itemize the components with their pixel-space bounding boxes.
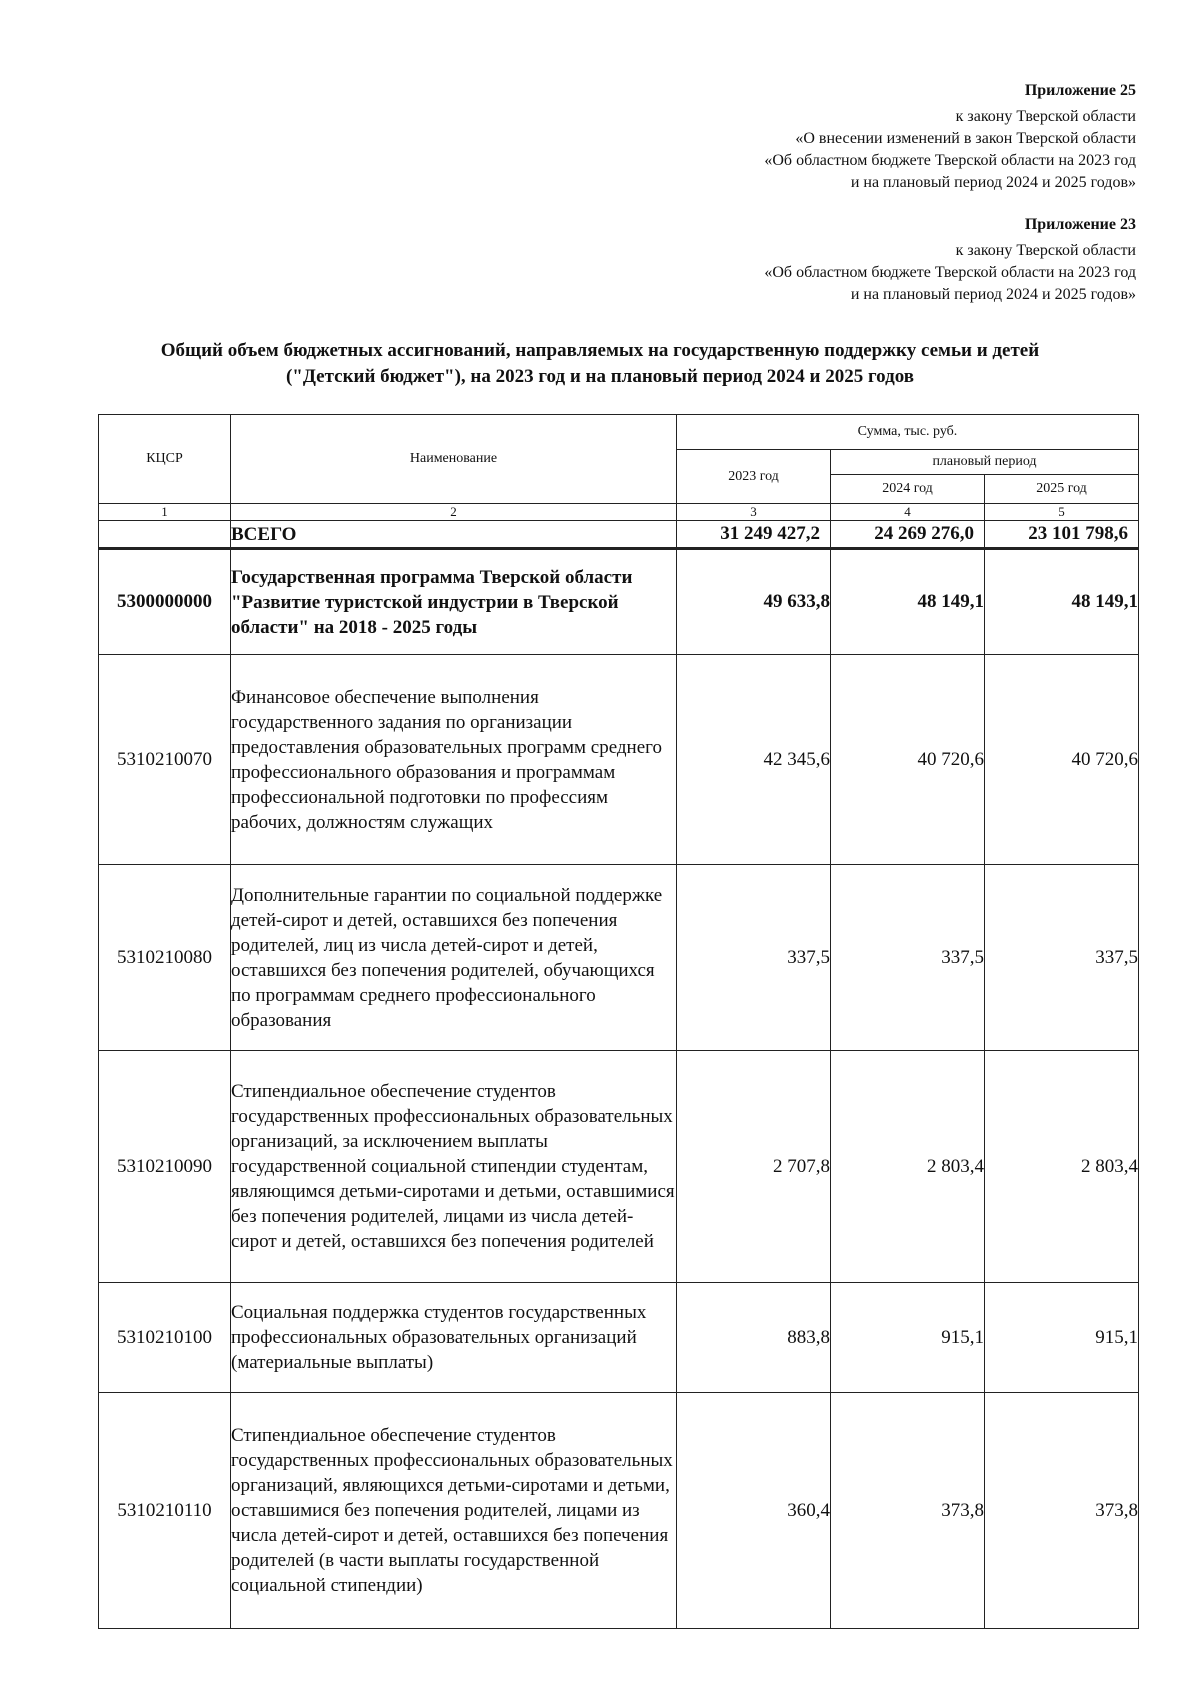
total-row xyxy=(99,521,1139,549)
column-number: 4 xyxy=(831,504,985,521)
table-row xyxy=(99,865,1139,1051)
column-number: 2 xyxy=(231,504,677,521)
row-value-2024: 2 803,4 xyxy=(831,1051,985,1283)
total-code xyxy=(99,521,231,549)
appendix-23-line: «Об областном бюджете Тверской области на 2023 год xyxy=(764,264,1136,281)
row-value-2024: 915,1 xyxy=(831,1283,985,1393)
header-2023: 2023 год xyxy=(677,450,831,504)
document-title xyxy=(100,338,1100,390)
column-number: 5 xyxy=(985,504,1139,521)
row-code: 5310210080 xyxy=(99,865,231,1051)
row-value-2023: 2 707,8 xyxy=(677,1051,831,1283)
row-value-2025: 337,5 xyxy=(985,865,1139,1051)
column-number: 1 xyxy=(99,504,231,521)
table-row xyxy=(99,1393,1139,1629)
row-value-2024: 337,5 xyxy=(831,865,985,1051)
row-name: Стипендиальное обеспечение студентов государственных профессиональных образовательных организаций, являющихся детьми-сиротами и детьми, оставшимися без попечения родителей, лицами из числа детей-сирот и детей, оставшихся без попечения родителей (в части выплаты государственной социальной стипендии) xyxy=(231,1393,677,1629)
row-code: 5310210070 xyxy=(99,655,231,865)
total-label: ВСЕГО xyxy=(231,521,677,549)
header-code: КЦСР xyxy=(99,415,231,504)
row-value-2024: 373,8 xyxy=(831,1393,985,1629)
appendix-23-block xyxy=(764,214,1136,306)
total-2025: 23 101 798,6 xyxy=(985,521,1139,549)
header-planned-period: плановый период xyxy=(831,450,1139,475)
document-title-line-2: ("Детский бюджет"), на 2023 год и на плановый период 2024 и 2025 годов xyxy=(285,366,914,387)
column-numbers-row xyxy=(99,504,1139,521)
row-name: Социальная поддержка студентов государственных профессиональных образовательных организаций (материальные выплаты) xyxy=(231,1283,677,1393)
row-code: 5300000000 xyxy=(99,549,231,655)
header-sum: Сумма, тыс. руб. xyxy=(677,415,1139,450)
table-row xyxy=(99,1051,1139,1283)
row-code: 5310210100 xyxy=(99,1283,231,1393)
budget-table xyxy=(98,414,1139,1629)
row-value-2024: 48 149,1 xyxy=(831,549,985,655)
appendix-23-line: и на плановый период 2024 и 2025 годов» xyxy=(850,286,1136,303)
row-value-2023: 337,5 xyxy=(677,865,831,1051)
row-name: Дополнительные гарантии по социальной поддержке детей-сирот и детей, оставшихся без попечения родителей, лиц из числа детей-сирот и детей, оставшихся без попечения родителей, обучающихся по программам среднего профессионального образования xyxy=(231,865,677,1051)
row-value-2025: 48 149,1 xyxy=(985,549,1139,655)
appendix-25-title: Приложение 25 xyxy=(1024,82,1136,99)
header-2024: 2024 год xyxy=(831,475,985,504)
table-row xyxy=(99,549,1139,655)
table-row xyxy=(99,1283,1139,1393)
row-value-2025: 373,8 xyxy=(985,1393,1139,1629)
row-value-2025: 2 803,4 xyxy=(985,1051,1139,1283)
row-name: Стипендиальное обеспечение студентов государственных профессиональных образовательных организаций, за исключением выплаты государственной социальной стипендии студентам, являющимся детьми-сиротами и детьми, оставшимися без попечения родителей, лицами из числа детей-сирот и детей, оставшихся без попечения родителей xyxy=(231,1051,677,1283)
row-code: 5310210110 xyxy=(99,1393,231,1629)
appendix-25-line: к закону Тверской области xyxy=(955,108,1136,125)
column-number: 3 xyxy=(677,504,831,521)
total-2023: 31 249 427,2 xyxy=(677,521,831,549)
appendix-25-line: «Об областном бюджете Тверской области на 2023 год xyxy=(764,152,1136,169)
row-value-2025: 40 720,6 xyxy=(985,655,1139,865)
header-name: Наименование xyxy=(231,415,677,504)
row-value-2024: 40 720,6 xyxy=(831,655,985,865)
document-title-line-1: Общий объем бюджетных ассигнований, направляемых на государственную поддержку семьи и детей xyxy=(160,340,1040,361)
appendix-25-line: «О внесении изменений в закон Тверской области xyxy=(795,130,1136,147)
appendix-23-title: Приложение 23 xyxy=(1024,216,1136,233)
appendix-25-block xyxy=(764,80,1136,194)
appendix-23-line: к закону Тверской области xyxy=(955,242,1136,259)
row-name: Финансовое обеспечение выполнения государственного задания по организации предоставления образовательных программ среднего профессионального образования и программам профессиональной подготовки по профессиям рабочих, должностям служащих xyxy=(231,655,677,865)
total-2024: 24 269 276,0 xyxy=(831,521,985,549)
row-value-2023: 360,4 xyxy=(677,1393,831,1629)
row-name: Государственная программа Тверской области "Развитие туристской индустрии в Тверской области" на 2018 - 2025 годы xyxy=(231,549,677,655)
row-value-2023: 883,8 xyxy=(677,1283,831,1393)
row-value-2023: 49 633,8 xyxy=(677,549,831,655)
row-value-2023: 42 345,6 xyxy=(677,655,831,865)
table-row xyxy=(99,655,1139,865)
row-value-2025: 915,1 xyxy=(985,1283,1139,1393)
appendix-25-line: и на плановый период 2024 и 2025 годов» xyxy=(850,174,1136,191)
header-2025: 2025 год xyxy=(985,475,1139,504)
row-code: 5310210090 xyxy=(99,1051,231,1283)
